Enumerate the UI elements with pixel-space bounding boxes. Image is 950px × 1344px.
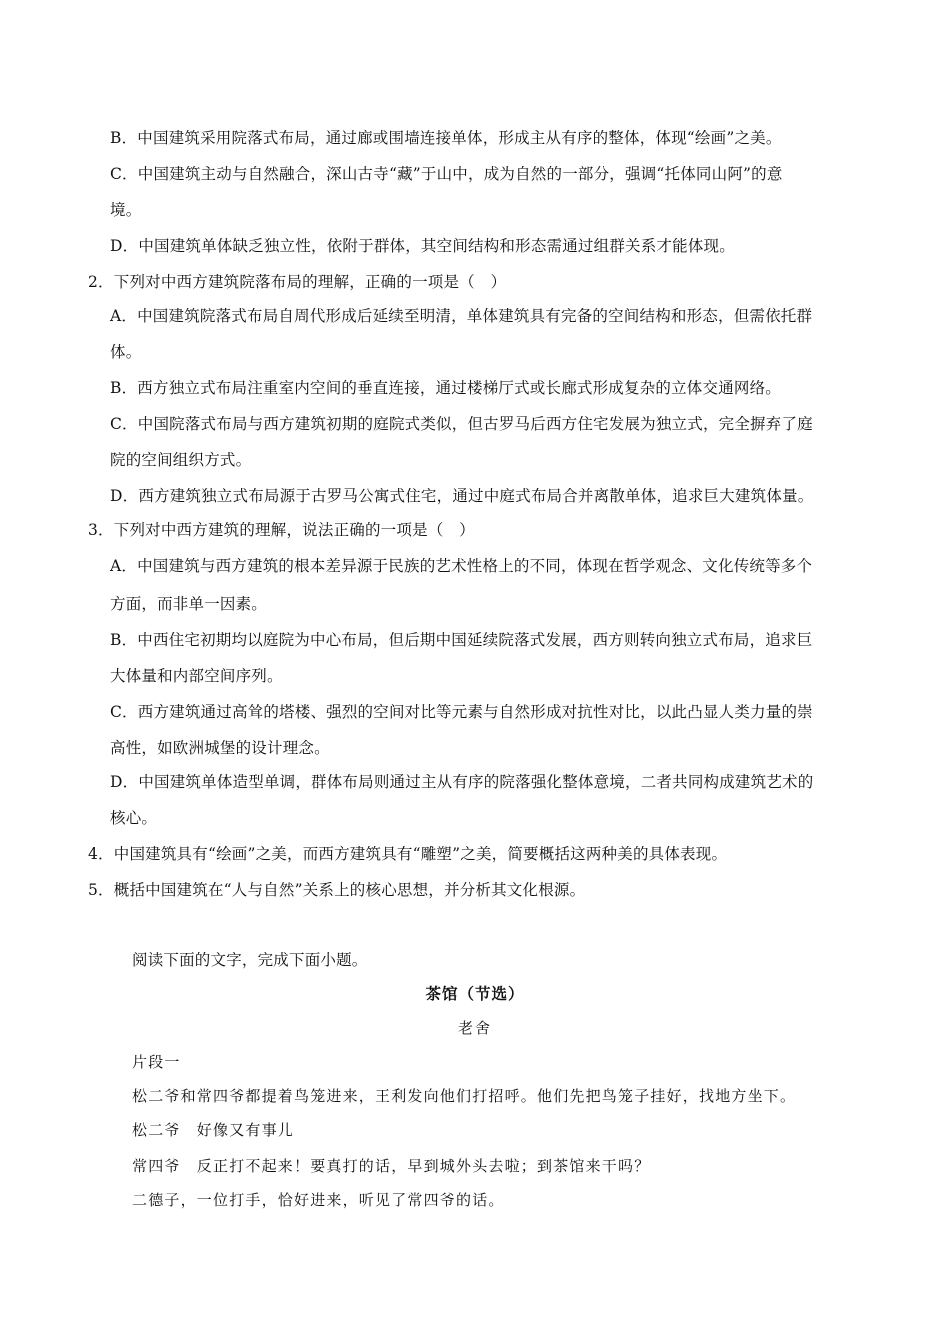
q1-option-d: D．中国建筑单体缺乏独立性，依附于群体，其空间结构和形态需通过组群关系才能体现。 (110, 237, 735, 255)
q3-option-b: B．中西住宅初期均以庭院为中心布局，但后期中国延续院落式发展，西方则转向独立式布局，追求巨 (110, 631, 813, 649)
dialogue-line: 松二爷 好像又有事儿 (132, 1121, 295, 1139)
q3-option-b-continued: 大体量和内部空间序列。 (110, 667, 283, 685)
dialogue-line: 常四爷 反正打不起来！要真打的话，早到城外头去啦；到茶馆来干吗？ (132, 1157, 651, 1175)
question-5: 5．概括中国建筑在“人与自然”关系上的核心思想，并分析其文化根源。 (88, 881, 586, 899)
q1-option-c: C．中国建筑主动与自然融合，深山古寺“藏”于山中，成为自然的一部分，强调“托体同山阿”的意 (110, 165, 783, 183)
passage-author: 老舍 (457, 1019, 492, 1037)
q2-option-c-continued: 院的空间组织方式。 (110, 451, 252, 469)
q3-option-d-continued: 核心。 (110, 809, 158, 827)
stage-direction: 松二爷和常四爷都提着鸟笼进来，王利发向他们打招呼。他们先把鸟笼子挂好，找地方坐下。 (132, 1087, 797, 1105)
question-3: 3．下列对中西方建筑的理解，说法正确的一项是（ ） (88, 521, 475, 539)
q3-option-a: A．中国建筑与西方建筑的根本差异源于民族的艺术性格上的不同，体现在哲学观念、文化传统等多个 (110, 557, 813, 575)
q3-option-a-continued: 方面，而非单一因素。 (110, 595, 268, 613)
q3-option-d: D．中国建筑单体造型单调，群体布局则通过主从有序的院落强化整体意境，二者共同构成建筑艺术的 (110, 773, 814, 791)
q3-option-c-continued: 高性，如欧洲城堡的设计理念。 (110, 739, 330, 757)
q2-option-d: D．西方建筑独立式布局源于古罗马公寓式住宅，通过中庭式布局合并离散单体，追求巨大建筑体量。 (110, 487, 814, 505)
section-heading: 片段一 (132, 1053, 181, 1071)
q2-option-c: C．中国院落式布局与西方建筑初期的庭院式类似，但古罗马后西方住宅发展为独立式，完全摒弃了庭 (110, 415, 813, 433)
q1-option-b: B．中国建筑采用院落式布局，通过廊或围墙连接单体，形成主从有序的整体，体现“绘画”之美。 (110, 129, 782, 147)
reading-instruction: 阅读下面的文字，完成下面小题。 (132, 951, 368, 969)
q2-option-a-continued: 体。 (110, 343, 142, 361)
q2-option-b: B．西方独立式布局注重室内空间的垂直连接，通过楼梯厅式或长廊式形成复杂的立体交通网络。 (110, 379, 781, 397)
question-4: 4．中国建筑具有“绘画”之美，而西方建筑具有“雕塑”之美，简要概括这两种美的具体表现。 (88, 845, 728, 863)
passage-title: 茶馆（节选） (425, 984, 525, 1003)
stage-direction: 二德子，一位打手，恰好进来，听见了常四爷的话。 (132, 1191, 505, 1209)
q2-option-a: A．中国建筑院落式布局自周代形成后延续至明清，单体建筑具有完备的空间结构和形态，但需依托群 (110, 307, 813, 325)
question-2: 2．下列对中西方建筑院落布局的理解，正确的一项是（ ） (88, 273, 507, 291)
q3-option-c: C．西方建筑通过高耸的塔楼、强烈的空间对比等元素与自然形成对抗性对比，以此凸显人类力量的崇 (110, 703, 813, 721)
q1-option-c-continued: 境。 (110, 201, 142, 219)
